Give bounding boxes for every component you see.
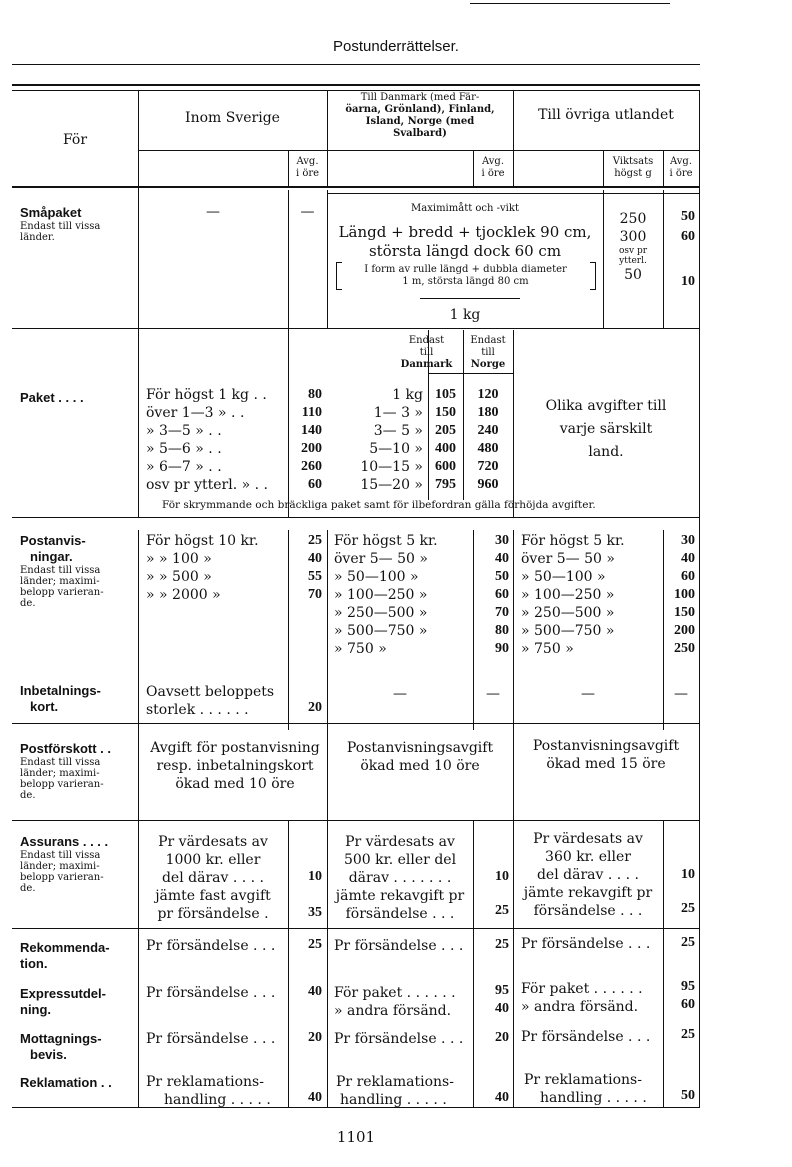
rek-ovriga: Pr försändelse . . . bbox=[521, 936, 651, 952]
dash: — bbox=[206, 204, 220, 220]
dash: — bbox=[581, 686, 595, 702]
ib-sverige: Oavsett beloppets storlek . . . . . . bbox=[146, 684, 275, 718]
exp-ovriga: För paket . . . . . . » andra försänd. bbox=[521, 981, 643, 1015]
fee: 10 bbox=[308, 869, 322, 884]
rekl-ovriga: Pr reklamations- handling . . . . . bbox=[524, 1072, 647, 1106]
paket-nordic-weights: 1 kg 1— 3 » 3— 5 » 5—10 » 10—15 » 15—20 » bbox=[360, 387, 423, 493]
rule bbox=[12, 328, 700, 329]
exp-ovriga-fees: 95 60 bbox=[681, 979, 695, 1012]
pa-sverige-fees: 25 40 55 70 bbox=[308, 533, 322, 602]
mot-nordic: Pr försändelse . . . bbox=[334, 1031, 464, 1047]
dk-head: Endast till Danmark bbox=[400, 335, 453, 370]
max-head: Maximimått och -vikt bbox=[411, 203, 519, 214]
rule bbox=[327, 193, 699, 194]
page-title: Postunderrättelser. bbox=[333, 38, 459, 55]
fee: 25 bbox=[681, 1027, 695, 1042]
header-avg: Avg. i öre bbox=[295, 156, 320, 179]
dash: — bbox=[486, 686, 500, 702]
as-ovriga: Pr värdesats av 360 kr. eller del därav . . . . jämte rekavgift pr försändelse . . . bbox=[523, 831, 653, 919]
paket-sverige: För högst 1 kg . . över 1—3 » . . » 3—5 » . . » 5—6 » . . » 6—7 » . . osv pr ytterl. » . . bbox=[146, 387, 268, 493]
fee: 50 bbox=[681, 209, 695, 224]
fee: 10 bbox=[495, 869, 509, 884]
row-postforskott: Postförskott . . Endast till vissa länder; maximi- belopp varieran- de. bbox=[20, 741, 112, 801]
fee: 10 bbox=[681, 867, 695, 882]
paket-footnote: För skrymmande och bräckliga paket samt för ilbefordran gälla förhöjda avgifter. bbox=[162, 499, 596, 511]
page-number: 1101 bbox=[336, 1128, 376, 1146]
rule bbox=[12, 84, 700, 86]
dash: — bbox=[393, 686, 407, 702]
exp-nordic: För paket . . . . . . » andra försänd. bbox=[334, 985, 456, 1019]
mot-ovriga: Pr försändelse . . . bbox=[521, 1029, 651, 1045]
pf-sverige: Avgift för postanvisning resp. inbetalningskort ökad med 10 öre bbox=[150, 740, 320, 792]
no-head: Endast till Norge bbox=[470, 335, 506, 370]
paket-sverige-fees: 80 110 140 200 260 60 bbox=[301, 387, 322, 492]
rule bbox=[138, 530, 139, 1107]
rule bbox=[12, 723, 700, 724]
header-ovriga: Till övriga utlandet bbox=[538, 107, 674, 123]
rule bbox=[428, 373, 513, 374]
rek-sverige: Pr försändelse . . . bbox=[146, 938, 276, 954]
fee: 20 bbox=[308, 1030, 322, 1045]
dash: — bbox=[674, 686, 688, 702]
row-expressutdelning: Expressutdel- ning. bbox=[20, 986, 106, 1017]
pa-ovriga: För högst 5 kr. över 5— 50 » » 50—100 » » 100—250 » » 250—500 » » 500—750 » » 750 » bbox=[521, 533, 625, 657]
pa-nordic-fees: 30 40 50 60 70 80 90 bbox=[495, 533, 509, 656]
rek-nordic: Pr försändelse . . . bbox=[334, 938, 464, 954]
rekl-nordic: Pr reklamations- handling . . . . . bbox=[336, 1074, 454, 1108]
rule bbox=[288, 820, 289, 1107]
rule bbox=[420, 298, 520, 299]
rule bbox=[12, 90, 700, 91]
row-rekommendation: Rekommenda- tion. bbox=[20, 940, 110, 971]
paket-dk-fees: 105 150 205 400 600 795 bbox=[435, 387, 456, 492]
row-reklamation: Reklamation . . bbox=[20, 1075, 112, 1090]
rule bbox=[473, 820, 474, 1107]
as-nordic: Pr värdesats av 500 kr. eller del därav . . . . . . . jämte rekavgift pr försändelse . . . bbox=[335, 834, 465, 922]
top-rule bbox=[470, 3, 670, 4]
rule bbox=[12, 186, 700, 188]
header-avg: Avg. i öre bbox=[481, 156, 505, 179]
row-paket: Paket . . . . bbox=[20, 390, 84, 405]
fee: 20 bbox=[308, 700, 322, 715]
header-viktsats: Viktsats högst g bbox=[612, 156, 654, 179]
exp-sverige: Pr försändelse . . . bbox=[146, 985, 276, 1001]
dash: — bbox=[300, 204, 315, 220]
rekl-sverige: Pr reklamations- handling . . . . . bbox=[146, 1074, 271, 1108]
row-assurans: Assurans . . . . Endast till vissa länder; maximi- belopp varieran- de. bbox=[20, 834, 109, 894]
fee: 25 bbox=[681, 935, 695, 950]
as-sverige: Pr värdesats av 1000 kr. eller del därav . . . . jämte fast avgift pr försändelse . bbox=[155, 834, 271, 922]
fee: 25 bbox=[495, 937, 509, 952]
row-smapaket: Småpaket Endast till vissa länder. bbox=[20, 205, 101, 243]
rule bbox=[138, 90, 139, 518]
exp-nordic-fees: 95 40 bbox=[495, 983, 509, 1016]
fee: 35 bbox=[308, 905, 322, 920]
pa-nordic: För högst 5 kr. över 5— 50 » » 50—100 » » 100—250 » » 250—500 » » 500—750 » » 750 » bbox=[334, 533, 438, 657]
rule bbox=[138, 150, 700, 151]
fee: 40 bbox=[308, 984, 322, 999]
rule bbox=[699, 90, 700, 1107]
fee: 25 bbox=[495, 903, 509, 918]
rule bbox=[663, 820, 664, 1107]
pa-sverige: För högst 10 kr. » » 100 » » » 500 » » » 2000 » bbox=[146, 533, 259, 603]
fee: 50 bbox=[681, 1088, 695, 1103]
pf-nordic: Postanvisningsavgift ökad med 10 öre bbox=[346, 740, 494, 774]
paket-ovriga: Olika avgifter till varje särskilt land. bbox=[545, 398, 667, 460]
fee: 25 bbox=[681, 901, 695, 916]
fee: 25 bbox=[308, 937, 322, 952]
rolle-text: I form av rulle längd + dubbla diameter 1 m, största längd 80 cm bbox=[364, 264, 567, 287]
row-postanvisningar: Postanvis- ningar. Endast till vissa länder; maximi- belopp varieran- de. bbox=[20, 533, 104, 609]
header-avg: Avg. i öre bbox=[669, 156, 693, 179]
fee: 20 bbox=[495, 1030, 509, 1045]
header-sverige: Inom Sverige bbox=[185, 110, 280, 126]
max-dims: Längd + bredd + tjocklek 90 cm, största längd dock 60 cm bbox=[338, 223, 592, 260]
bracket bbox=[590, 262, 596, 290]
fee: 60 bbox=[681, 229, 695, 244]
pa-ovriga-fees: 30 40 60 100 150 200 250 bbox=[674, 533, 695, 656]
fee: 40 bbox=[308, 1090, 322, 1105]
rule bbox=[513, 530, 514, 1107]
header-nordic: Till Danmark (med Fär- öarna, Grönland), Finland, Island, Norge (med Svalbard) bbox=[345, 92, 495, 139]
row-inbetalningskort: Inbetalnings- kort. bbox=[20, 683, 101, 714]
rule bbox=[513, 90, 514, 186]
mot-sverige: Pr försändelse . . . bbox=[146, 1031, 276, 1047]
rule bbox=[12, 928, 700, 929]
rule bbox=[12, 64, 700, 65]
row-mottagningsbevis: Mottagnings- bevis. bbox=[20, 1031, 102, 1062]
rule bbox=[327, 530, 328, 1107]
max-weight: 1 kg bbox=[449, 307, 481, 323]
rule bbox=[12, 820, 700, 821]
viktsats: 250 300 osv pr ytterl. 50 bbox=[618, 211, 648, 283]
fee: 40 bbox=[495, 1090, 509, 1105]
fee: 10 bbox=[681, 274, 695, 289]
pf-ovriga: Postanvisningsavgift ökad med 15 öre bbox=[532, 738, 680, 772]
header-for: För bbox=[62, 132, 88, 148]
rule bbox=[12, 517, 700, 518]
paket-no-fees: 120 180 240 480 720 960 bbox=[477, 387, 499, 492]
